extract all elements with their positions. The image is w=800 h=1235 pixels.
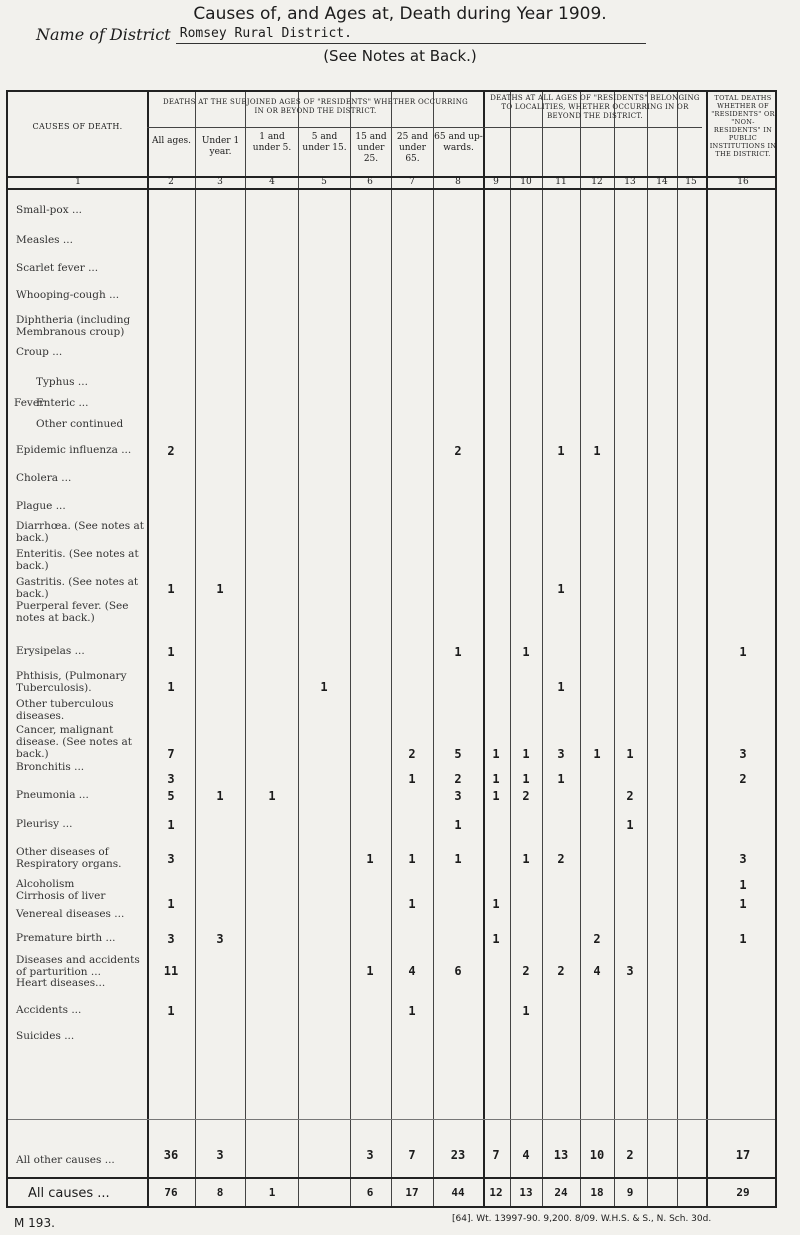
cause-label: Alcoholism	[16, 878, 75, 890]
header-line	[147, 127, 702, 128]
cause-label: Phthisis, (Pulmonary Tuberculosis).	[16, 670, 127, 694]
col-line	[580, 92, 581, 1206]
col-65-up: 65 and up-wards.	[434, 132, 483, 153]
cell-value: 1	[593, 444, 601, 458]
cause-label: Whooping-cough ...	[16, 289, 120, 301]
cause-label: Premature birth ...	[16, 932, 116, 944]
cell-value: 2	[454, 772, 462, 786]
district-name: Romsey Rural District.	[176, 26, 646, 44]
cell-value: 7	[167, 747, 175, 761]
col-5-15: 5 and under 15.	[302, 132, 347, 153]
cell-value: 1	[492, 772, 500, 786]
cause-label: Typhus ...	[36, 376, 88, 388]
cell-value: 18	[590, 1186, 604, 1199]
column-number: 15	[685, 177, 697, 187]
cause-label: Cholera ...	[16, 472, 72, 484]
cell-value: 3	[739, 852, 747, 866]
cell-value: 3	[167, 852, 175, 866]
cell-value: 2	[454, 444, 462, 458]
cell-value: 2	[626, 789, 634, 803]
cause-label: Cirrhosis of liver	[16, 890, 106, 902]
print-info: [64]. Wt. 13997-90. 9,200. 8/09. W.H.S. & S., N. Sch. 30d.	[452, 1214, 712, 1224]
column-number: 13	[624, 177, 636, 187]
cause-label: Croup ...	[16, 346, 63, 358]
col-line	[433, 92, 434, 1206]
col-line	[614, 92, 615, 1206]
total-line	[8, 1177, 775, 1179]
column-number: 16	[737, 177, 749, 187]
col-line	[706, 92, 708, 1206]
cell-value: 36	[163, 1148, 179, 1162]
col-line	[350, 92, 351, 1206]
col-15-25: 15 and under 25.	[355, 132, 387, 164]
cell-value: 4	[408, 964, 416, 978]
cell-value: 1	[216, 582, 224, 596]
cell-value: 1	[522, 852, 530, 866]
cell-value: 5	[454, 747, 462, 761]
cell-value: 1	[593, 747, 601, 761]
cell-value: 1	[739, 645, 747, 659]
cause-label: Suicides ...	[16, 1030, 75, 1042]
cause-label: Enteritis. (See notes at back.)	[16, 548, 139, 572]
cell-value: 4	[593, 964, 601, 978]
cell-value: 3	[454, 789, 462, 803]
death-table	[6, 90, 777, 1208]
cause-label: Pneumonia ...	[16, 789, 89, 801]
cell-value: 12	[489, 1186, 503, 1199]
cause-label: Erysipelas ...	[16, 645, 85, 657]
column-number: 3	[217, 177, 223, 187]
cell-value: 11	[163, 964, 179, 978]
cell-value: 1	[167, 818, 175, 832]
cell-value: 1	[366, 852, 374, 866]
col-line	[483, 92, 485, 1206]
cell-value: 4	[522, 1148, 530, 1162]
cell-value: 1	[408, 852, 416, 866]
cell-value: 1	[739, 932, 747, 946]
column-number: 4	[269, 177, 275, 187]
header-line	[8, 188, 775, 190]
cell-value: 2	[167, 444, 175, 458]
cell-value: 5	[167, 789, 175, 803]
cause-label: Scarlet fever ...	[16, 262, 99, 274]
cause-label: Plague ...	[16, 500, 66, 512]
column-number: 9	[493, 177, 499, 187]
form-number: M 193.	[14, 1216, 55, 1230]
cell-value: 1	[626, 818, 634, 832]
cell-value: 2	[593, 932, 601, 946]
col-line	[542, 92, 543, 1206]
column-number: 1	[75, 177, 81, 187]
cell-value: 3	[557, 747, 565, 761]
cell-value: 2	[557, 964, 565, 978]
cell-value: 1	[522, 1004, 530, 1018]
cell-value: 1	[167, 897, 175, 911]
notes-reference: (See Notes at Back.)	[323, 47, 477, 65]
cell-value: 10	[589, 1148, 605, 1162]
cell-value: 1	[492, 897, 500, 911]
cell-value: 1	[216, 789, 224, 803]
cell-value: 3	[216, 1148, 224, 1162]
col-line	[647, 92, 648, 1206]
cell-value: 29	[736, 1186, 750, 1199]
cell-value: 1	[492, 789, 500, 803]
cause-label: Diarrhœa. (See notes at back.)	[16, 520, 144, 544]
column-number: 7	[409, 177, 415, 187]
cell-value: 3	[739, 747, 747, 761]
cause-label: Diphtheria (including Membranous croup)	[16, 314, 131, 338]
cell-value: 1	[167, 582, 175, 596]
cell-value: 1	[739, 897, 747, 911]
district-line	[36, 25, 676, 44]
cell-value: 6	[454, 964, 462, 978]
header-total: TOTAL DEATHS WHETHER OF "RESIDENTS" OR "NON-RESIDENTS" IN PUBLIC INSTITUTIONS IN THE DISTRICT.	[709, 94, 777, 158]
cell-value: 1	[408, 1004, 416, 1018]
cell-value: 2	[739, 772, 747, 786]
col-1-5: 1 and under 5.	[252, 132, 292, 153]
cause-label: Accidents ...	[16, 1004, 82, 1016]
header-subjoined-ages: DEATHS AT THE SUBJOINED AGES OF "RESIDENTS" WHETHER OCCURRING IN OR BEYOND THE DISTRICT.	[162, 98, 469, 115]
cell-value: 17	[735, 1148, 751, 1162]
col-line	[147, 92, 149, 1206]
cell-value: 3	[167, 932, 175, 946]
cause-label: Other continued	[36, 418, 124, 430]
district-label: Name of District	[36, 25, 171, 44]
cell-value: 7	[492, 1148, 500, 1162]
cell-value: 9	[626, 1186, 634, 1199]
cell-value: 8	[216, 1186, 224, 1199]
cell-value: 7	[408, 1148, 416, 1162]
cell-value: 3	[626, 964, 634, 978]
cause-label: Pleurisy ...	[16, 818, 73, 830]
cell-value: 17	[405, 1186, 419, 1199]
cell-value: 1	[454, 818, 462, 832]
cell-value: 1	[522, 645, 530, 659]
cell-value: 1	[739, 878, 747, 892]
cell-value: 2	[408, 747, 416, 761]
cell-value: 13	[553, 1148, 569, 1162]
cause-label: Measles ...	[16, 234, 73, 246]
cell-value: 1	[557, 772, 565, 786]
col-line	[245, 92, 246, 1206]
cause-label: Fever	[14, 397, 45, 409]
header-localities: DEATHS AT ALL AGES OF "RESIDENTS" BELONGING TO LOCALITIES, WHETHER OCCURRING IN OR BEYOND THE DISTRICT.	[490, 94, 700, 120]
cause-label: Epidemic influenza ...	[16, 444, 132, 456]
column-number: 14	[656, 177, 668, 187]
cell-value: 1	[557, 582, 565, 596]
cell-value: 1	[522, 772, 530, 786]
row-line	[8, 1119, 775, 1120]
cell-value: 2	[626, 1148, 634, 1162]
cell-value: 44	[451, 1186, 465, 1199]
page-title: Causes of, and Ages at, Death during Year 1909.	[193, 4, 607, 24]
cell-value: 1	[626, 747, 634, 761]
column-number: 5	[321, 177, 327, 187]
cell-value: 1	[167, 645, 175, 659]
cell-value: 1	[454, 645, 462, 659]
cell-value: 3	[216, 932, 224, 946]
cell-value: 1	[522, 747, 530, 761]
cell-value: 3	[366, 1148, 374, 1162]
cell-value: 1	[268, 1186, 276, 1199]
cell-value: 1	[492, 932, 500, 946]
col-line	[391, 92, 392, 1206]
cause-label: All other causes ...	[16, 1154, 115, 1166]
cell-value: 1	[557, 444, 565, 458]
cause-label: Diseases and accidents of parturition ...	[16, 954, 140, 978]
cause-label: Enteric ...	[36, 397, 89, 409]
column-number: 6	[367, 177, 373, 187]
col-line	[677, 92, 678, 1206]
cause-label: Puerperal fever. (See notes at back.)	[16, 600, 129, 624]
cell-value: 1	[454, 852, 462, 866]
cell-value: 2	[557, 852, 565, 866]
cell-value: 1	[268, 789, 276, 803]
cell-value: 1	[408, 897, 416, 911]
cell-value: 23	[450, 1148, 466, 1162]
cell-value: 1	[557, 680, 565, 694]
column-number: 11	[555, 177, 567, 187]
cell-value: 1	[167, 1004, 175, 1018]
col-25-65: 25 and under 65.	[396, 132, 429, 164]
cell-value: 2	[522, 964, 530, 978]
column-number: 2	[168, 177, 174, 187]
cell-value: 1	[320, 680, 328, 694]
column-number: 10	[520, 177, 532, 187]
cause-label: Other tuberculous diseases.	[16, 698, 114, 722]
cause-label: Heart diseases...	[16, 977, 106, 989]
cell-value: 1	[408, 772, 416, 786]
cell-value: 13	[519, 1186, 533, 1199]
cause-label: Other diseases of Respiratory organs.	[16, 846, 122, 870]
column-number: 12	[591, 177, 603, 187]
cell-value: 6	[366, 1186, 374, 1199]
cell-value: 3	[167, 772, 175, 786]
cause-label: Cancer, malignant disease. (See notes at back.)	[16, 724, 132, 760]
cell-value: 1	[366, 964, 374, 978]
cell-value: 1	[167, 680, 175, 694]
col-line	[195, 92, 196, 1206]
col-line	[298, 92, 299, 1206]
cause-label: Small-pox ...	[16, 204, 82, 216]
header-causes: CAUSES OF DEATH.	[32, 122, 123, 131]
col-under-1: Under 1 year.	[201, 136, 240, 157]
cell-value: 24	[554, 1186, 568, 1199]
col-all-ages: All ages.	[151, 136, 192, 146]
column-number: 8	[455, 177, 461, 187]
col-line	[510, 92, 511, 1206]
cell-value: 76	[164, 1186, 178, 1199]
cause-label: Gastritis. (See notes at back.)	[16, 576, 139, 600]
cell-value: 2	[522, 789, 530, 803]
all-causes-label: All causes ...	[28, 1186, 110, 1201]
cause-label: Venereal diseases ...	[16, 908, 125, 920]
cause-label: Bronchitis ...	[16, 761, 85, 773]
cell-value: 1	[492, 747, 500, 761]
